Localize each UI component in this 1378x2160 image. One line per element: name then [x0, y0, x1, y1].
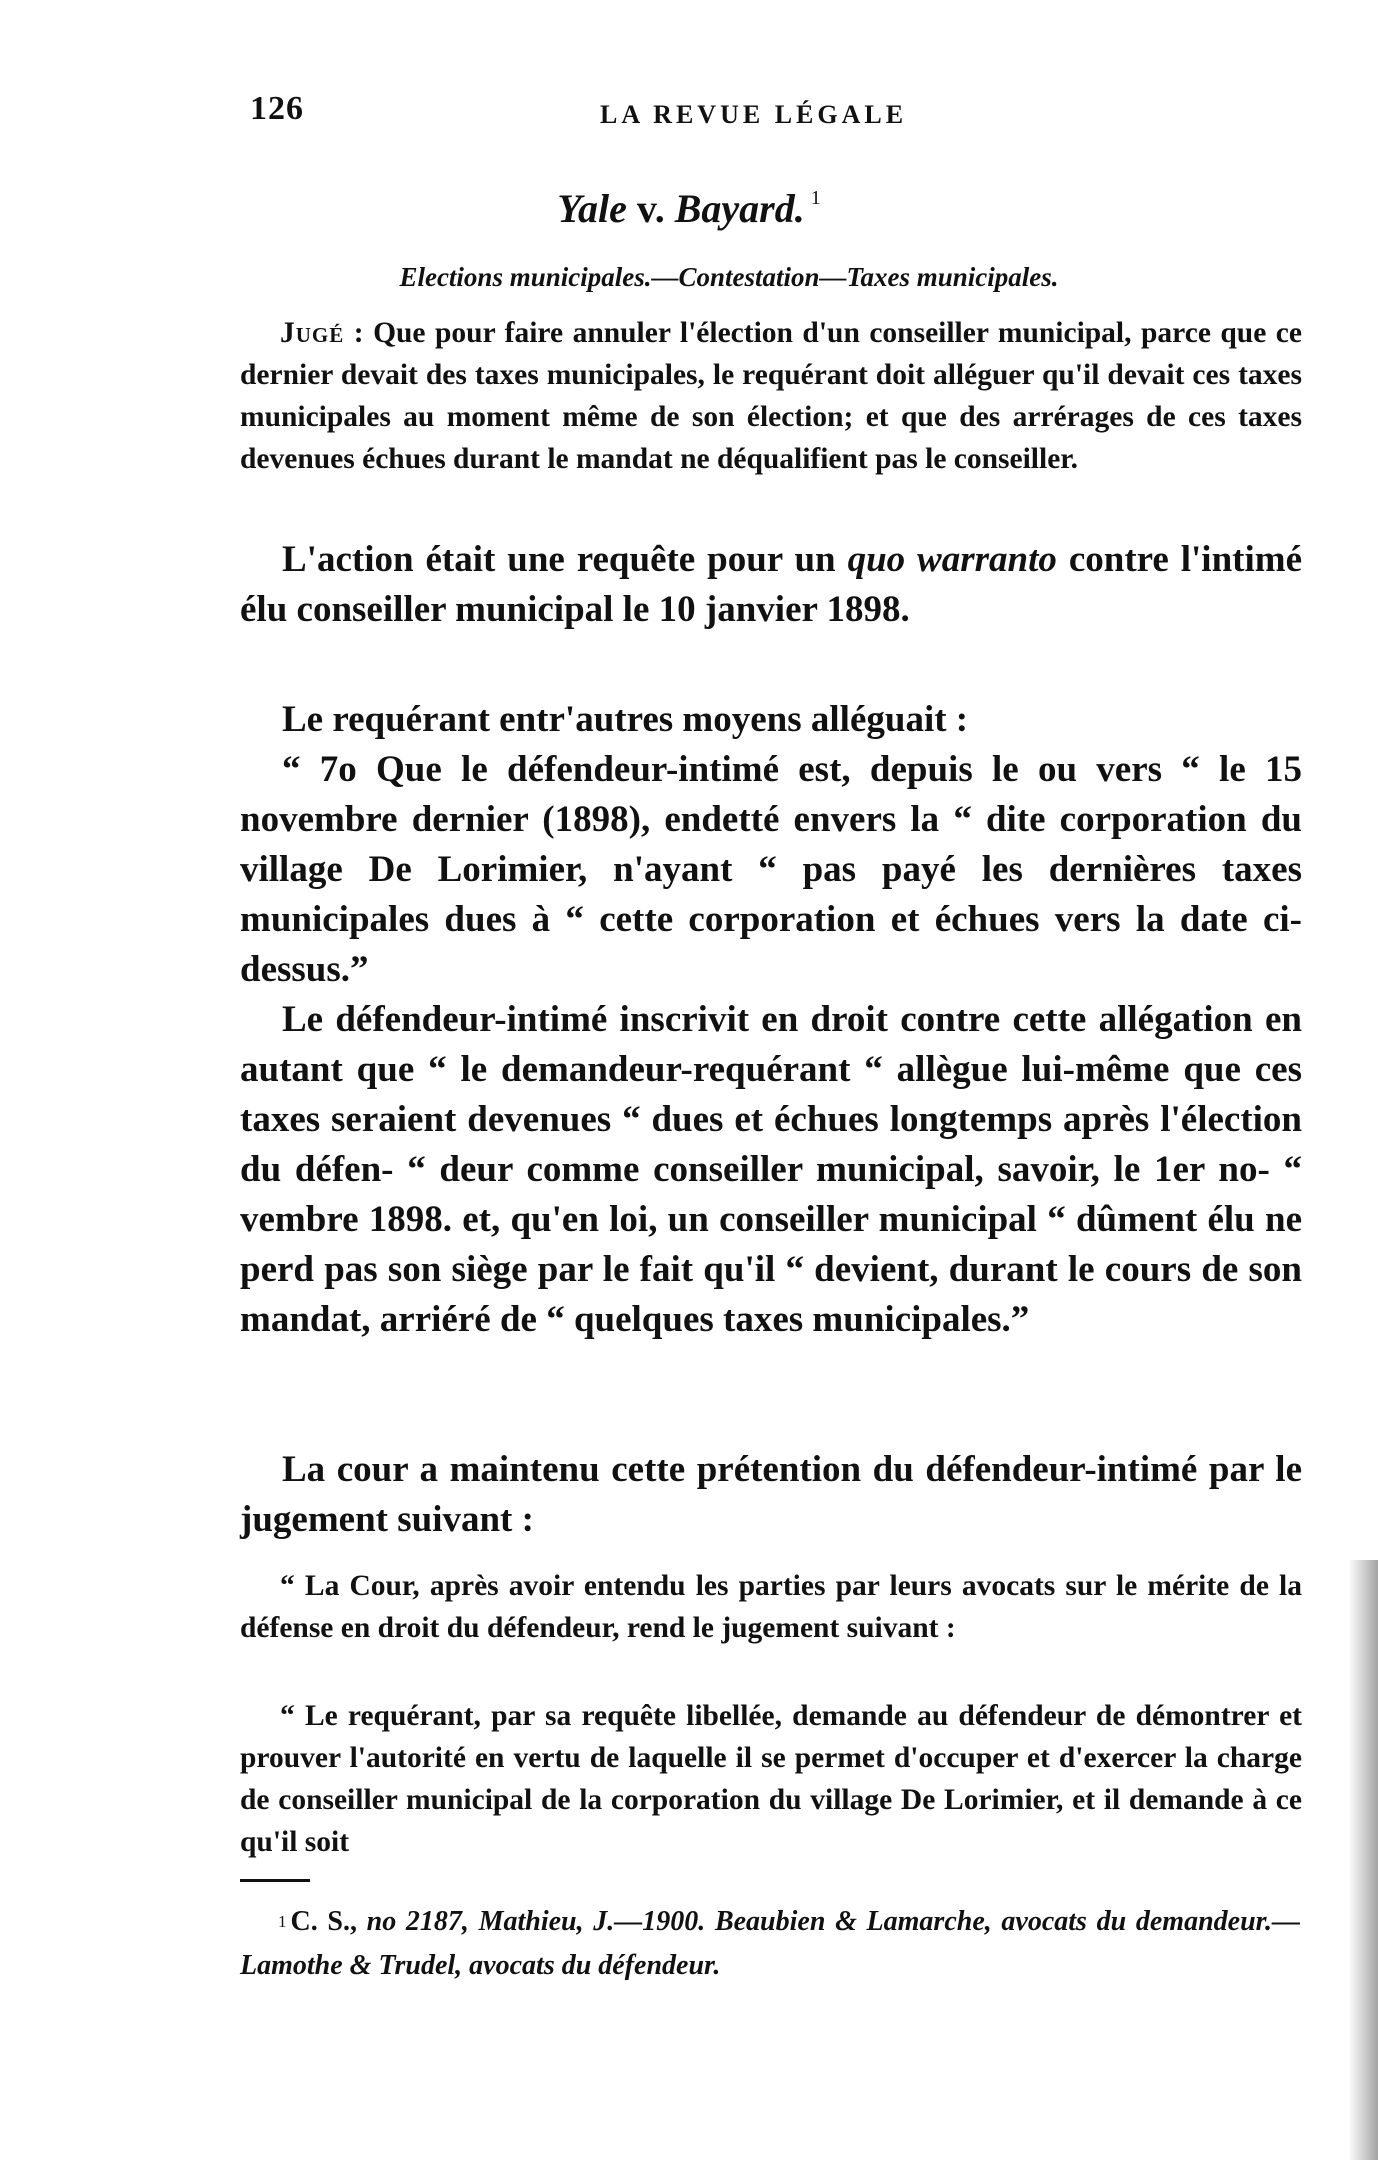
judgment-paragraph-2: “ Le requérant, par sa requête libellée, demande au défendeur de démontrer et prouver l'autorité en vertu de laquelle il se permet d'occuper et d'exercer la charge de conseiller municipal de la corporation du village De Lorimier, et il demande à ce qu'il soit [240, 1700, 1302, 1858]
case-title [0, 185, 1378, 232]
body-paragraph-1 [240, 535, 1302, 635]
case-versus: v. [636, 186, 665, 231]
body-p1-italic: quo warranto [847, 539, 1057, 580]
case-party-2: Bayard. [674, 186, 805, 231]
body-paragraph-4: La cour a maintenu cette prétention du défendeur-intimé par le jugement suivant : [240, 1449, 1302, 1540]
summary-text: : Que pour faire annuler l'élection d'un conseiller municipal, parce que ce dernier devait des taxes municipales, le requérant doit alléguer qu'il devait ces taxes municipales au moment même de son élection; et que des arrérages de ces taxes devenues échues durant le mandat ne déqualifient pas le conseiller. [240, 317, 1302, 475]
case-party-1: Yale [557, 186, 627, 231]
footnote-text: no 2187, Mathieu, J.—1900. Beaubien & Lamarche, avocats du demandeur.—Lamothe & Trudel, avocats du défendeur. [240, 1906, 1301, 1981]
judgment-paragraph-1: “ La Cour, après avoir entendu les parties par leurs avocats sur le mérite de la défense en droit du défendeur, rend le jugement suivant : [240, 1570, 1302, 1644]
quoted-allegation: “ 7o Que le défendeur-intimé est, depuis le ou vers “ le 15 novembre dernier (1898), endetté envers la “ dite corporation du village De Lorimier, n'ayant “ pas payé les dernières taxes municipales dues à “ cette corporation et échues vers la date ci-dessus.” [240, 749, 1302, 990]
body-p1-text: L'action était une requête pour un [282, 539, 848, 580]
footnote-reference: 1 [810, 187, 821, 209]
page-number: 126 [250, 90, 304, 127]
footnote-lead: C. S., [290, 1906, 367, 1937]
footnote-divider [240, 1879, 310, 1882]
footnote [240, 1900, 1300, 1988]
body-p1-text-end: contre l'intimé élu conseiller municipal le 10 janvier 1898. [240, 539, 1303, 630]
footnote-marker: 1 [278, 1912, 287, 1931]
summary-label: Jugé [280, 317, 345, 349]
page-header [230, 90, 990, 140]
body-paragraph-3: Le défendeur-intimé inscrivit en droit contre cette allégation en autant que “ le demandeur-requérant “ allègue lui-même que ces taxes seraient devenues “ dues et échues longtemps après l'élection du défen- “ deur comme conseiller municipal, savoir, le 1er no- “ vembre 1898. et, qu'en loi, un conseiller municipal “ dûment élu ne perd pas son siège par le fait qu'il “ devient, durant le cours de son mandat, arriéré de “ quelques taxes municipales.” [240, 999, 1302, 1340]
summary-paragraph [240, 312, 1302, 480]
page-edge-shadow [1348, 1560, 1378, 2160]
case-subject: Elections municipales.—Contestation—Taxes municipales. [399, 262, 1059, 292]
body-paragraph-2: Le requérant entr'autres moyens alléguait : [282, 699, 969, 740]
running-title: LA REVUE LÉGALE [600, 100, 908, 129]
